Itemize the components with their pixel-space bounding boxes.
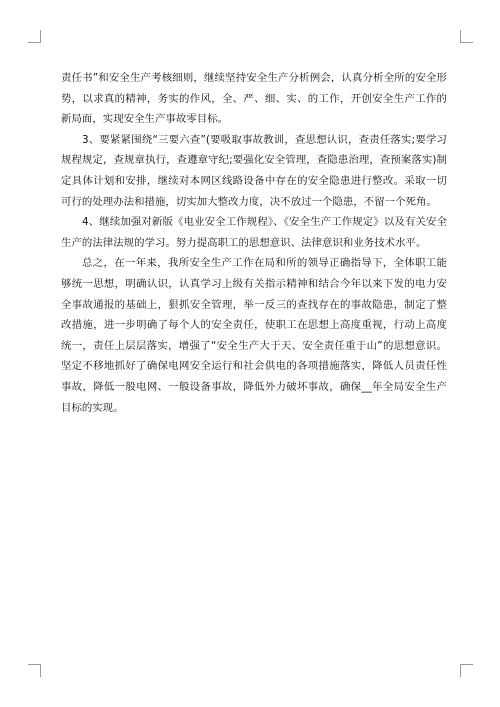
crop-mark-bottom-right (460, 664, 473, 677)
crop-mark-top-right (460, 30, 473, 43)
paragraph-regulations-study: 4、继续加强对新版《电业安全工作规程》、《安全生产工作规定》以及有关安全生产的法律法规的学习。努力提高职工的思想意识、法律意识和业务技术水平。 (61, 216, 447, 249)
paragraph-safety-responsibility: 责任书”和安全生产考核细则，继续坚持安全生产分析例会，认真分析全所的安全形势，以求真的精神，务实的作风，全、严、细、实、的工作，开创安全生产工作的新局面，实现安全生产事故零目标。 (61, 72, 447, 126)
document-body (61, 68, 447, 418)
paragraph-three-requirements-six-checks: 3、要紧紧围绕“三要六查”(要吸取事故教训，查思想认识，查责任落实;要学习规程规定，查规章执行，查遵章守纪;要强化安全管理，查隐患治理，查预案落实)制定具体计划和安排，继续对本网区线路设备中存在的安全隐患进行整改。采取一切可行的处理办法和措施，切实加大整改力度，决不放过一个隐患，不留一个死角。 (61, 133, 447, 208)
paragraph-summary: 总之，在一年来，我所安全生产工作在局和所的领导正确指导下，全体职工能够统一思想，明确认识，认真学习上级有关指示精神和结合今年以来下发的电力安全事故通报的基础上，狠抓安全管理，举一反三的查找存在的事故隐患，制定了整改措施，进一步明确了每个人的安全责任，使职工在思想上高度重视，行动上高度统一，责任上层层落实，增强了“安全生产大于天、安全责任重于山”的思想意识。坚定不移地抓好了确保电网安全运行和社会供电的各项措施落实，降低人员责任性事故，降低一般电网、一般设备事故，降低外力破坏事故，确保__年全局安全生产目标的实现。 (61, 257, 447, 414)
crop-mark-top-left (28, 30, 41, 43)
crop-mark-bottom-left (28, 664, 41, 677)
